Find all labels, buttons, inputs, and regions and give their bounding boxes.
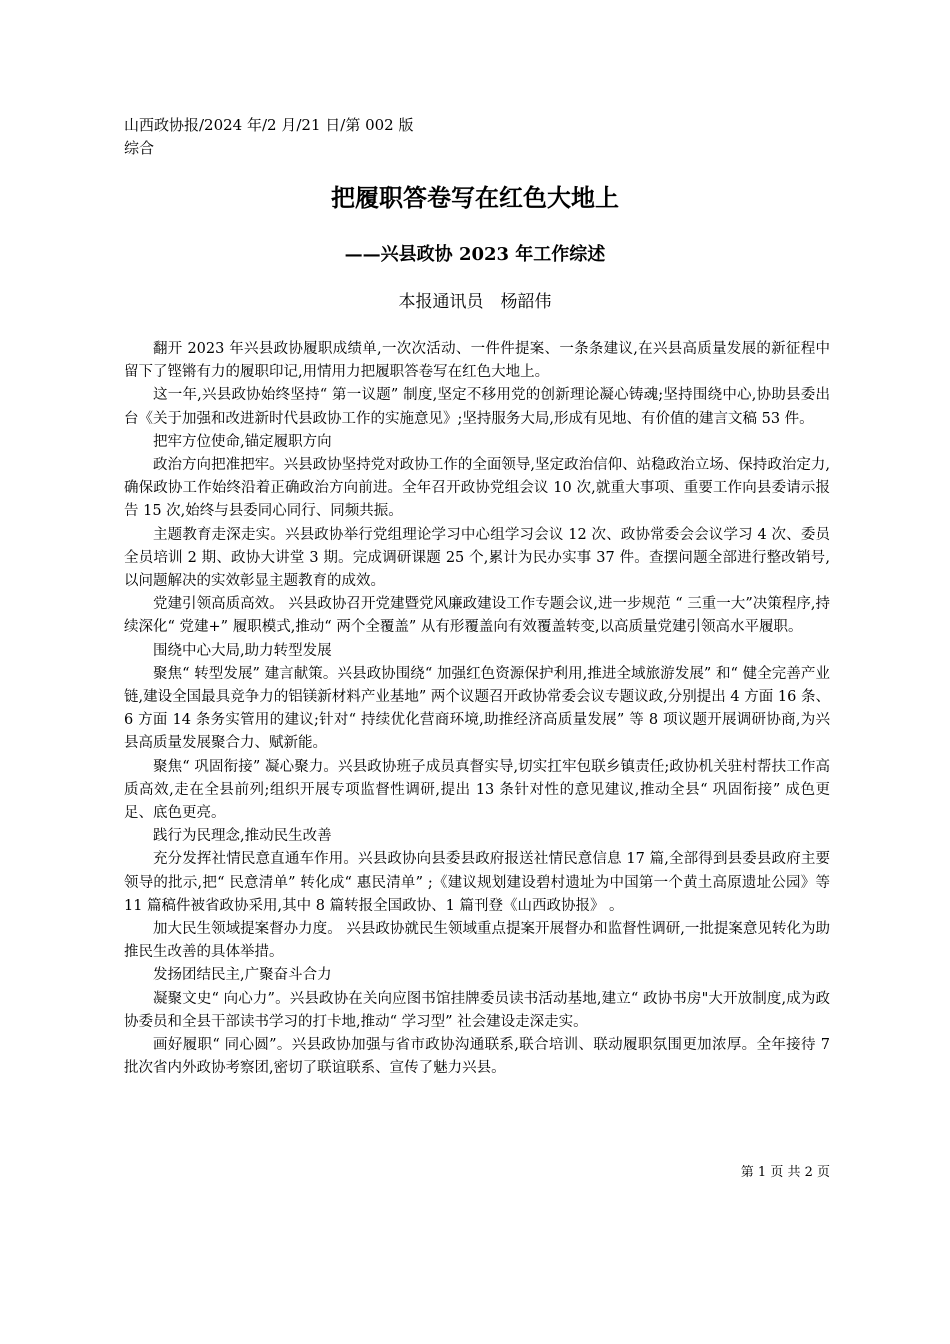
article-body: [124, 338, 830, 1081]
page-number: 第 1 页 共 2 页: [740, 1165, 830, 1180]
article-byline: 本报通讯员 杨韶伟: [398, 292, 552, 312]
paragraph: 聚焦“ 转型发展” 建言献策。兴县政协围绕“ 加强红色资源保护利用,推进全域旅游发展” 和“ 健全完善产业链,建设全国最具竞争力的铝镁新材料产业基地” 两个议题召开政协常委会议专题议政,分别提出 4 方面 16 条、6 方面 14 条务实管用的建议;针对“ 持续优化营商环境,助推经济高质量发展” 等 8 项议题开展调研协商,为兴县高质量发展聚合力、赋新能。: [124, 665, 830, 752]
paragraph: 画好履职“ 同心圆”。兴县政协加强与省市政协沟通联系,联合培训、联动履职氛围更加浓厚。全年接待 7 批次省内外政协考察团,密切了联谊联系、宣传了魅力兴县。: [124, 1037, 830, 1077]
paragraph: 加大民生领域提案督办力度。 兴县政协就民生领域重点提案开展督办和监督性调研,一批提案意见转化为助推民生改善的具体举措。: [124, 921, 830, 961]
article-title: 把履职答卷写在红色大地上: [331, 183, 619, 212]
paragraph: 党建引领高质高效。 兴县政协召开党建暨党风廉政建设工作专题会议,进一步规范 “ 三重一大”决策程序,持续深化“ 党建+” 履职模式,推动“ 两个全覆盖” 从有形覆盖向有效覆盖转变,以高质量党建引领高水平履职。: [124, 596, 830, 636]
paragraph: 充分发挥社情民意直通车作用。兴县政协向县委县政府报送社情民意信息 17 篇,全部得到县委县政府主要领导的批示,把“ 民意清单” 转化成“ 惠民清单” ;《建议规划建设碧村遗址为中国第一个黄土高原遗址公园》等 11 篇稿件被省政协采用,其中 8 篇转报全国政协、1 篇刊登《山西政协报》 。: [124, 851, 830, 914]
source-line: 山西政协报/2024 年/2 月/21 日/第 002 版综合: [124, 116, 414, 157]
section-heading: 发扬团结民主,广聚奋斗合力: [153, 967, 332, 984]
article-subtitle: ——兴县政协 2023 年工作综述: [344, 244, 606, 265]
paragraph: 这一年,兴县政协始终坚持“ 第一议题” 制度,坚定不移用党的创新理论凝心铸魂;坚持围绕中心,协助县委出台《关于加强和改进新时代县政协工作的实施意见》;坚持服务大局,形成有见地、有价值的建言文稿 53 件。: [124, 387, 830, 427]
paragraph: 凝聚文史“ 向心力”。兴县政协在关向应图书馆挂牌委员读书活动基地,建立“ 政协书房"大开放制度,成为政协委员和全县干部读书学习的打卡地,推动“ 学习型” 社会建设走深走实。: [124, 990, 830, 1030]
paragraph: 政治方向把准把牢。兴县政协坚持党对政协工作的全面领导,坚定政治信仰、站稳政治立场、保持政治定力,确保政协工作始终沿着正确政治方向前进。全年召开政协党组会议 10 次,就重大事项、重要工作向县委请示报告 15 次,始终与县委同心同行、同频共振。: [124, 457, 830, 520]
section-heading: 围绕中心大局,助力转型发展: [153, 642, 332, 659]
paragraph: 翻开 2023 年兴县政协履职成绩单,一次次活动、一件件提案、一条条建议,在兴县高质量发展的新征程中留下了铿锵有力的履职印记,用情用力把履职答卷写在红色大地上。: [124, 341, 830, 381]
paragraph: 主题教育走深走实。兴县政协举行党组理论学习中心组学习会议 12 次、政协常委会会议学习 4 次、委员全员培训 2 期、政协大讲堂 3 期。完成调研课题 25 个,累计为民办实事 37 件。查摆问题全部进行整改销号,以问题解决的实效彰显主题教育的成效。: [124, 526, 830, 590]
paragraph: 聚焦“ 巩固衔接” 凝心聚力。兴县政协班子成员真督实导,切实扛牢包联乡镇责任;政协机关驻村帮扶工作高质高效,走在全县前列;组织开展专项监督性调研,提出 13 条针对性的意见建议,推动全县“ 巩固衔接” 成色更足、底色更亮。: [124, 758, 830, 822]
section-heading: 践行为民理念,推动民生改善: [153, 828, 332, 845]
section-heading: 把牢方位使命,锚定履职方向: [153, 433, 332, 450]
